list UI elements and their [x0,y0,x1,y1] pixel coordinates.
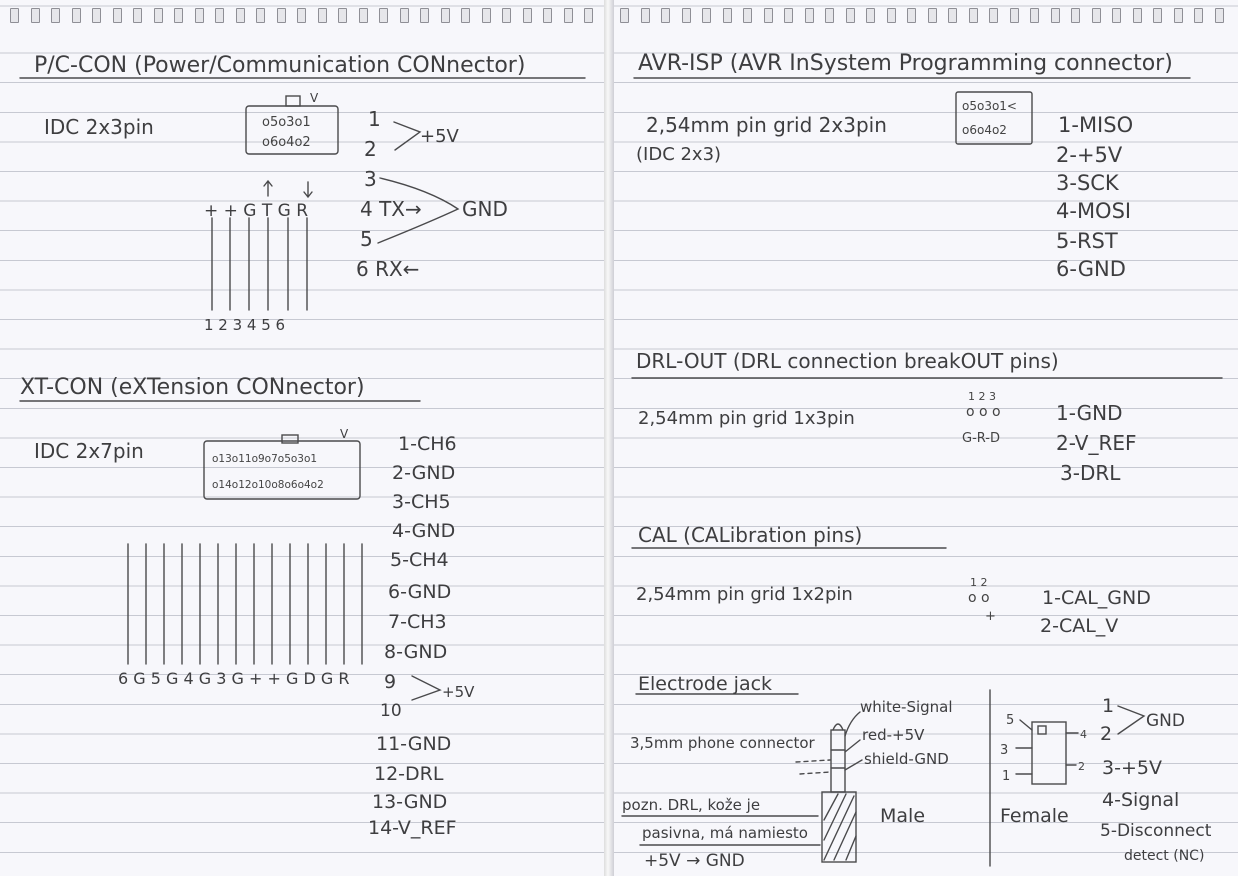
xt-con-pin-4: 4-GND [392,520,456,542]
drl-out-pin-3: 3-DRL [1060,461,1121,485]
pc-con-pin-4: 4 TX→ [360,197,422,221]
xt-con-pin-3: 3-CH5 [392,491,451,513]
xt-con-pin-13: 13-GND [372,791,448,813]
avr-isp-desc2: (IDC 2x3) [636,144,722,165]
xt-con-pin-6: 6-GND [388,581,452,603]
pc-con-column-labels: + + G T G R [204,201,309,221]
xt-con-pin-12: 12-DRL [374,763,444,785]
cal-pin-numbers: 1 2 [970,576,988,589]
avr-isp-pin-5: 5-RST [1056,229,1118,253]
female-socket-drawing [1016,720,1078,784]
pc-con-group-5v: +5V [420,126,459,147]
electrode-wire-shield: shield-GND [864,750,949,768]
pc-con-pin-6: 6 RX← [356,257,420,281]
drl-out-title: DRL-OUT (DRL connection breakOUT pins) [636,349,1059,373]
electrode-connector: 3,5mm phone connector [630,734,815,752]
xt-con-title: XT-CON (eXTension CONnector) [20,375,365,400]
xt-con-chip-row1: o13o11o9o7o5o3o1 [212,453,318,465]
electrode-pin-5-note: detect (NC) [1124,848,1205,864]
electrode-wire-red: red-+5V [862,726,925,744]
drl-out-pin-numbers: 1 2 3 [968,390,996,403]
female-pin-number-2: 2 [1078,760,1085,773]
female-pin-number-5: 5 [1006,713,1015,728]
xt-con-pin-11: 11-GND [376,733,452,755]
xt-con-group-5v: +5V [442,683,475,701]
xt-con-pin-1: 1-CH6 [398,433,457,455]
electrode-title: Electrode jack [638,673,773,695]
xt-con-wires [128,544,362,664]
pc-con-type: IDC 2x3pin [44,115,154,139]
electrode-gnd-brace [1118,706,1144,734]
electrode-note-3: +5V → GND [644,851,745,871]
pc-con-title: P/C-CON (Power/Communication CONnector) [34,53,526,78]
cal-pin-1: 1-CAL_GND [1042,587,1151,609]
drl-out-pin-1: 1-GND [1056,401,1123,425]
avr-isp-chip-row2: o6o4o2 [962,123,1007,137]
pc-con-rx-arrow-down-icon [304,182,312,197]
xt-con-type: IDC 2x7pin [34,439,144,463]
drl-out-pin-2: 2-V_REF [1056,431,1137,455]
female-pin-number-4: 4 [1080,728,1087,741]
cal-pin-dots: o o [968,590,990,606]
xt-con-pin-8: 8-GND [384,641,448,663]
electrode-pin-3: 3-+5V [1102,757,1162,779]
cal-title: CAL (CALibration pins) [638,523,863,547]
xt-con-pin-7: 7-CH3 [388,611,447,633]
pc-con-group-gnd: GND [462,197,508,221]
avr-isp-pin-1: 1-MISO [1058,113,1134,137]
xt-con-5v-brace [412,676,440,700]
electrode-note-1: pozn. DRL, kože je [622,796,761,814]
xt-con-pin-2: 2-GND [392,462,456,484]
pc-con-tx-arrow-up-icon [264,181,272,196]
xt-con-chip-row2: o14o12o10o8o6o4o2 [212,479,324,491]
xt-con-column-labels: 6 G 5 G 4 G 3 G + + G D G R [118,669,350,688]
xt-con-pin-9: 9 [384,671,397,693]
electrode-pin-2: 2 [1100,723,1113,745]
pc-con-chip-row2: o6o4o2 [262,135,311,150]
electrode-group-gnd: GND [1146,711,1185,731]
avr-isp-title: AVR-ISP (AVR InSystem Programming connector) [638,51,1173,76]
pc-con-chip-key: V [310,91,319,105]
female-pin-number-1: 1 [1002,769,1011,784]
electrode-female-label: Female [1000,805,1069,827]
drl-out-desc: 2,54mm pin grid 1x3pin [638,408,855,429]
pc-con-chip-row1: o5o3o1 [262,115,311,130]
cal-pin-2: 2-CAL_V [1040,615,1119,637]
xt-con-pin-5: 5-CH4 [390,549,449,571]
avr-isp-desc1: 2,54mm pin grid 2x3pin [646,113,887,137]
pc-con-5v-brace [394,122,420,150]
female-pin-number-3: 3 [1000,743,1009,758]
pc-con-pin-2: 2 [364,137,377,161]
electrode-pin-1: 1 [1102,695,1115,717]
avr-isp-pin-6: 6-GND [1056,257,1126,281]
xt-con-pin-10: 10 [380,701,402,721]
pc-con-wires [212,218,307,310]
electrode-pin-4: 4-Signal [1102,789,1180,811]
xt-con-chip-key: V [340,427,349,441]
pc-con-pin-1: 1 [368,107,381,131]
pc-con-pin-5: 5 [360,227,373,251]
electrode-note-2: pasivna, má namiesto [642,824,808,842]
electrode-pin-5: 5-Disconnect [1100,821,1212,841]
pc-con-chip-key-notch [286,96,300,106]
drl-out-pin-dots: o o o [966,404,1001,420]
electrode-wire-white: white-Signal [860,698,953,716]
pc-con-pin-3: 3 [364,167,377,191]
xt-con-pin-14: 14-V_REF [368,817,457,839]
avr-isp-pin-3: 3-SCK [1056,171,1119,195]
avr-isp-pin-4: 4-MOSI [1056,199,1132,223]
drl-out-pin-letters: G-R-D [962,431,1000,446]
cal-plus-mark: + [985,609,996,624]
avr-isp-pin-2: 2-+5V [1056,143,1123,167]
pc-con-column-numbers: 1 2 3 4 5 6 [204,316,286,334]
avr-isp-chip-row1: o5o3o1< [962,99,1017,113]
cal-desc: 2,54mm pin grid 1x2pin [636,584,853,605]
electrode-male-label: Male [880,805,926,827]
xt-con-chip-key-notch [282,435,298,443]
